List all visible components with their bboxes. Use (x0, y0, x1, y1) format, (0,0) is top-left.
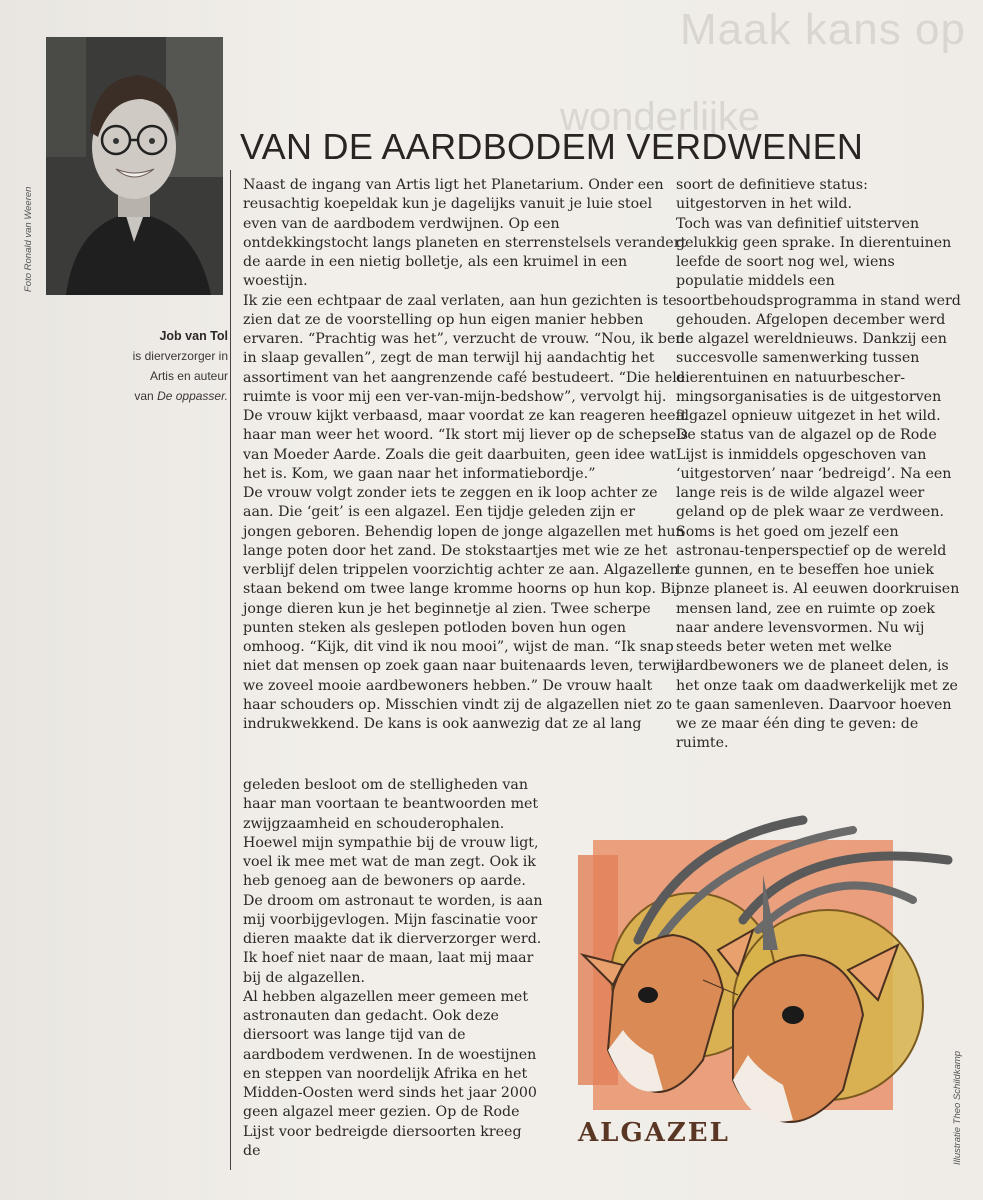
paragraph: Al hebben algazellen meer gemeen met astronauten dan gedacht. Ook deze diersoort was lange tijd van de aardbodem verdwenen. In de woestijnen en steppen van noordelijk Afrika en het Midden-Oosten werd sinds het jaar 2000 geen algazel meer gezien. Op de Rode Lijst voor bedreigde diersoorten kreeg de (243, 988, 537, 1159)
author-bio (60, 326, 228, 406)
column-rule (230, 170, 231, 1170)
author-photo (46, 37, 223, 295)
bleed-through-text: Maak kans op (680, 5, 966, 54)
article-column-left (243, 176, 688, 734)
paragraph: De vrouw volgt zonder iets te zeggen en ik loop achter ze aan. Die ‘geit’ is een algazel. Een tijdje geleden zijn er jongen geboren. Behendig lopen de jonge algazellen met hun lange poten door het zand. De stokstaartjes met wie ze het verblijf delen trippelen voorzichtig achter ze aan. Algazellen staan bekend om twee lange kromme hoorns op hun kop. Bij jonge dieren kun je het beginnetje al zien. Twee scherpe punten steken als geslepen potloden boven hun ogen omhoog. “Kijk, dit vind ik nou mooi”, wijst de man. “Ik snap niet dat mensen op zoek gaan naar buitenaards leven, terwijl we zoveel mooie aardbewoners hebben.” De vrouw haalt haar schouders op. Misschien vindt zij de algazellen niet zo indrukwekkend. De kans is ook aanwezig dat ze al lang (243, 485, 685, 732)
author-name: Job van Tol (159, 329, 228, 343)
article-headline: VAN DE AARDBODEM VERDWENEN (240, 126, 864, 167)
paragraph: Toch was van definitief uitsterven gelukkig geen sprake. In dierentuinen leefde de soort nog wel, wiens populatie middels een soortbehoudsprogramma in stand werd gehouden. Afgelopen december werd de algazel wereldnieuws. Dankzij een succesvolle samenwerking tussen dierentuinen en natuurbescher-mingsorganisaties is de uitgestorven algazel opnieuw uitgezet in het wild. De status van de algazel op de Rode Lijst is inmiddels opgeschoven van ‘uitgestorven’ naar ‘bedreigd’. Na een lange reis is de wilde algazel weer geland op de plek waar ze verdween. (676, 215, 961, 521)
author-bio-line (60, 386, 228, 406)
paragraph: Hoewel mijn sympathie bij de vrouw ligt, voel ik mee met wat de man zegt. Ook ik heb genoeg aan de bewoners op aarde. De droom om astronaut te worden, is aan mij voorbijgevlogen. Mijn fascinatie voor dieren maakte dat ik dierverzorger werd. Ik hoef niet naar de maan, laat mij maar bij de algazellen. (243, 834, 543, 986)
author-bio-line: Artis en auteur (149, 369, 228, 383)
article-column-right (676, 176, 961, 754)
paragraph: Naast de ingang van Artis ligt het Planetarium. Onder een reusachtig koepeldak kun je dagelijks vanuit je luie stoel even van de aardbodem verdwijnen. Op een ontdekkingstocht langs planeten en sterrenstelsels verandert de aarde in een nietig bolletje, als een kruimel in een woestijn. (243, 177, 687, 290)
author-bio-line: is dierverzorger in (132, 349, 228, 363)
article-column-left-lower (243, 776, 543, 1161)
publication-title: De oppasser. (157, 389, 228, 403)
bleed-through-text: wonderlijke (560, 95, 761, 139)
author-bio-prefix: van (134, 389, 158, 403)
paragraph: Ik zie een echtpaar de zaal verlaten, aan hun gezichten is te zien dat ze de voorstelling op hun eigen manier hebben ervaren. “Prachtig was het”, verzucht de vrouw. “Nou, ik ben in slaap gevallen”, zegt de man terwijl hij aandachtig het assortiment van het aangrenzende café bestudeert. “Die hele ruimte is voor mij een ver-van-mijn-bedshow”, vervolgt hij. De vrouw kijkt verbaasd, maar voordat ze kan reageren heeft haar man weer het woord. “Ik stort mij liever op de schepsels van Moeder Aarde. Zoals die geit daarbuiten, geen idee wat het is. Kom, we gaan naar het informatiebordje.” (243, 292, 689, 482)
paragraph: Soms is het goed om jezelf een astronau-tenperspectief op de wereld te gunnen, en te beseffen hoe uniek onze planeet is. Al eeuwen doorkruisen mensen land, zee en ruimte op zoek naar andere levensvormen. Nu wij steeds beter weten met welke aardbewoners we de planeet delen, is het onze taak om daadwerkelijk met ze te gaan samenleven. Daarvoor hoeven we ze maar één ding te geven: de ruimte. (676, 523, 960, 752)
paragraph: geleden besloot om de stelligheden van haar man voortaan te beantwoorden met zwijgzaamheid en schouderophalen. (243, 777, 539, 832)
algazel-illustration (553, 800, 953, 1165)
paragraph: soort de definitieve status: uitgestorven in het wild. (676, 177, 868, 213)
illustration-title: ALGAZEL (578, 1118, 730, 1148)
magazine-page: Maak kans op wonderlijke Foto Ronald van Weeren Job van Tol is dierverzorger in Artis en auteur van De oppasser. VAN DE AARDBODEM VERDWENEN Naast de ingang van Artis ligt het Planetarium. Onder een reusachtig koepeldak kun je dagelijks vanuit je luie stoel even van de aardbodem verdwijnen. Op een ontdekkingstocht langs planeten en sterrenstelsels verandert de aarde in een nietig bolletje, als een kruimel in een woestijn. Ik zie een echtpaar de zaal verlaten, aan hun gezichten is te zien dat ze de voorstelling op hun eigen manier hebben ervaren. “Prachtig was het”, verzucht de vrouw. “Nou, ik ben in slaap gevallen”, zegt de man terwijl hij aandachtig het assortiment van het aangrenzende café bestudeert. “Die hele ruimte is voor mij een ver-van-mijn-bedshow”, vervolgt hij. De vrouw kijkt verbaasd, maar voordat ze kan reageren heeft haar man weer het woord. “Ik stort mij liever op de schepsels van Moeder Aarde. Zoals die geit daarbuiten, geen idee wat het is. Kom, we gaan naar het informatiebordje.” De vrouw volgt zonder iets te zeggen en ik loop achter ze aan. Die ‘geit’ is een algazel. Een tijdje geleden zijn er jongen geboren. Behendig lopen de jonge algazellen met hun lange poten door het zand. De stokstaartjes met wie ze het verblijf delen trippelen voorzichtig achter ze aan. Algazellen staan bekend om twee lange kromme hoorns op hun kop. Bij jonge dieren kun je het beginnetje al zien. Twee scherpe punten steken als geslepen potloden boven hun ogen omhoog. “Kijk, dit vind ik nou mooi”, wijst de man. “Ik snap niet dat mensen op zoek gaan naar buitenaards leven, terwijl we zoveel mooie aardbewoners hebben.” De vrouw haalt haar schouders op. Misschien vindt zij de algazellen niet zo indrukwekkend. De kans is ook aanwezig dat ze al lang geleden besloot om de stelligheden van haar man voortaan te beantwoorden met zwijgzaamheid en schouderophalen. Hoewel mijn sympathie bij de vrouw ligt, voel ik mee met wat de man zegt. Ook ik heb genoeg aan de bewoners op aarde. De droom om astronaut te worden, is aan mij voorbijgevlogen. Mijn fascinatie voor dieren maakte dat ik dierverzorger werd. Ik hoef niet naar de maan, laat mij maar bij de algazellen. Al hebben algazellen meer gemeen met astronauten dan gedacht. Ook deze diersoort was lange tijd van de aardbodem verdwenen. In de woestijnen en steppen van noordelijk Afrika en het Midden-Oosten werd sinds het jaar 2000 geen algazel meer gezien. Op de Rode Lijst voor bedreigde diersoorten kreeg de soort de definitieve status: uitgestorven in het wild. Toch was van definitief uitsterven gelukkig geen sprake. In dierentuinen leefde de soort nog wel, wiens populatie middels een soortbehoudsprogramma in stand werd gehouden. Afgelopen december werd de algazel wereldnieuws. Dankzij een succesvolle samenwerking tussen dierentuinen en natuurbescher-mingsorganisaties is de uitgestorven algazel opnieuw uitgezet in het wild. De status van de algazel op de Rode Lijst is inmiddels opgeschoven van ‘uitgestorven’ naar ‘bedreigd’. Na een lange reis is de wilde algazel weer geland op de plek waar ze verdween. Soms is het goed om jezelf een astronau-tenperspectief op de wereld te gunnen, en te beseffen hoe uniek onze planeet is. Al eeuwen doorkruisen mensen land, zee en ruimte op zoek naar andere levensvormen. Nu wij steeds beter weten met welke aardbewoners we de planeet delen, is het onze taak om daadwerkelijk met ze te gaan samenleven. Daarvoor hoeven we ze maar één ding te geven: de ruimte. ALGAZEL Illustratie Theo Schildkamp (0, 0, 983, 1200)
